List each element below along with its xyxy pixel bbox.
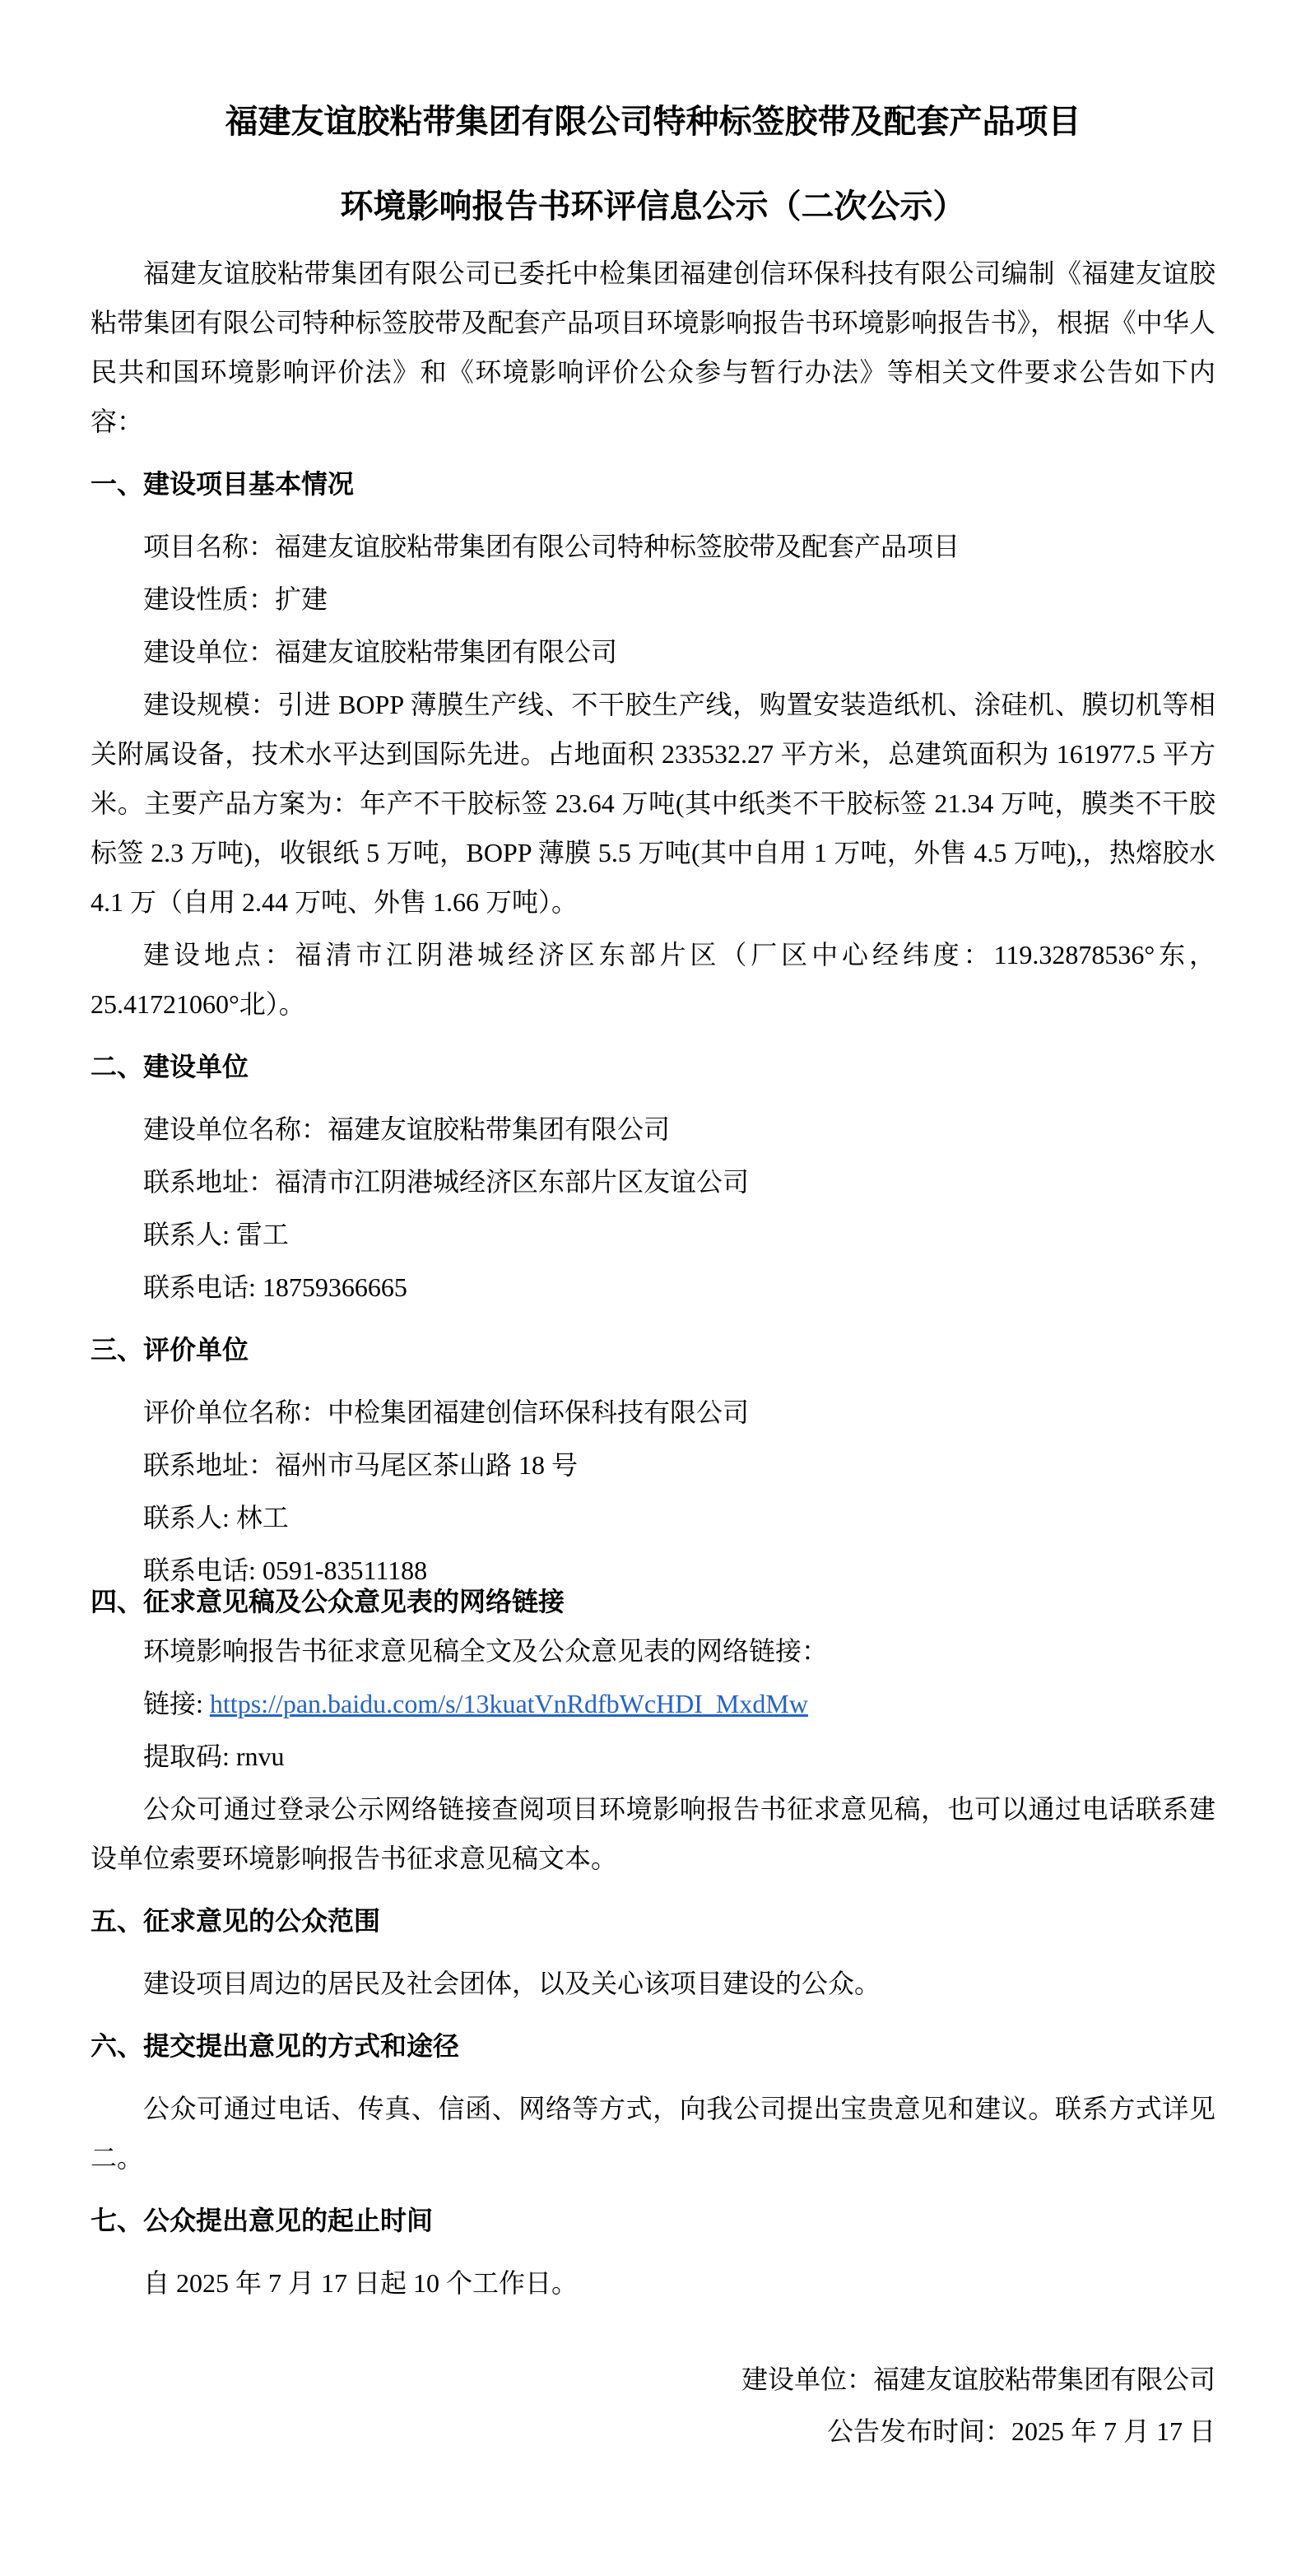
link-label: 链接:: [143, 1689, 210, 1718]
section-6-heading: 六、提交提出意见的方式和途径: [91, 2031, 460, 2061]
feedback-method-paragraph: 公众可通过电话、传真、信函、网络等方式，向我公司提出宝贵意见和建议。联系方式详见二。: [91, 2094, 1215, 2173]
intro-paragraph: 福建友谊胶粘带集团有限公司已委托中检集团福建创信环保科技有限公司编制《福建友谊胶粘带集团有限公司特种标签胶带及配套产品项目环境影响报告书环境影响报告书》，根据《中华人民共和国环境影响评价法》和《环境影响评价公众参与暂行办法》等相关文件要求公告如下内容：: [91, 258, 1215, 436]
access-note-paragraph: 公众可通过登录公示网络链接查阅项目环境影响报告书征求意见稿，也可以通过电话联系建设单位索要环境影响报告书征求意见稿文本。: [91, 1794, 1215, 1873]
builder-name-paragraph: 建设单位名称：福建友谊胶粘带集团有限公司: [143, 1114, 671, 1144]
link-line: [91, 1679, 1215, 1728]
builder-phone-paragraph: 联系电话: 18759366665: [143, 1272, 407, 1302]
evaluator-contact-paragraph: 联系人: 林工: [143, 1503, 289, 1532]
section-1-heading: 一、建设项目基本情况: [91, 469, 355, 499]
network-link-intro-paragraph: 环境影响报告书征求意见稿全文及公众意见表的网络链接：: [143, 1636, 829, 1666]
builder-address-paragraph: 联系地址：福清市江阴港城经济区东部片区友谊公司: [143, 1167, 750, 1197]
title-line-2: 环境影响报告书环评信息公示（二次公示）: [340, 188, 966, 225]
builder-contact-paragraph: 联系人: 雷工: [143, 1220, 289, 1249]
project-name-paragraph: 项目名称：福建友谊胶粘带集团有限公司特种标签胶带及配套产品项目: [143, 532, 960, 561]
title-line-1: 福建友谊胶粘带集团有限公司特种标签胶带及配套产品项目: [225, 103, 1081, 140]
extraction-code-paragraph: 提取码: rnvu: [143, 1741, 285, 1771]
feedback-period-paragraph: 自 2025 年 7 月 17 日起 10 个工作日。: [143, 2268, 579, 2298]
construction-scale-paragraph: 建设规模：引进 BOPP 薄膜生产线、不干胶生产线，购置安装造纸机、涂硅机、膜切机等相关附属设备，技术水平达到国际先进。占地面积 233532.27 平方米，总建筑面积为 161977.5 平方米。主要产品方案为：年产不干胶标签 23.64 万吨(其中纸类不干胶标签 21.34 万吨，膜类不干胶标签 2.3 万吨)，收银纸 5 万吨，BOPP 薄膜 5.5 万吨(其中自用 1 万吨，外售 4.5 万吨),，热熔胶水 4.1 万（自用 2.44 万吨、外售 1.66 万吨）。: [91, 690, 1215, 917]
section-2-heading: 二、建设单位: [91, 1052, 249, 1081]
signature-unit: 建设单位：福建友谊胶粘带集团有限公司: [741, 2364, 1215, 2394]
section-5-heading: 五、征求意见的公众范围: [91, 1906, 381, 1936]
construction-nature-paragraph: 建设性质：扩建: [143, 584, 328, 614]
signature-block: [91, 2354, 1215, 2457]
construction-site-paragraph: 建设地点：福清市江阴港城经济区东部片区（厂区中心经纬度：119.32878536°东，25.41721060°北）。: [91, 940, 1215, 1019]
signature-date: 公告发布时间：2025 年 7 月 17 日: [826, 2416, 1215, 2446]
baidu-pan-link[interactable]: https://pan.baidu.com/s/13kuatVnRdfbWcHDI_MxdMw: [209, 1689, 808, 1718]
section-4-heading: 四、征求意见稿及公众意见表的网络链接: [91, 1587, 565, 1616]
evaluator-name-paragraph: 评价单位名称：中检集团福建创信环保科技有限公司: [143, 1397, 750, 1427]
document-title: [91, 79, 1215, 249]
section-3-heading: 三、评价单位: [91, 1335, 249, 1365]
evaluator-address-paragraph: 联系地址：福州市马尾区茶山路 18 号: [143, 1450, 579, 1480]
section-7-heading: 七、公众提出意见的起止时间: [91, 2206, 434, 2235]
construction-unit-paragraph: 建设单位：福建友谊胶粘带集团有限公司: [143, 637, 618, 667]
evaluator-phone-paragraph: 联系电话: 0591-83511188: [143, 1555, 428, 1585]
public-scope-paragraph: 建设项目周边的居民及社会团体，以及关心该项目建设的公众。: [143, 1969, 881, 1998]
